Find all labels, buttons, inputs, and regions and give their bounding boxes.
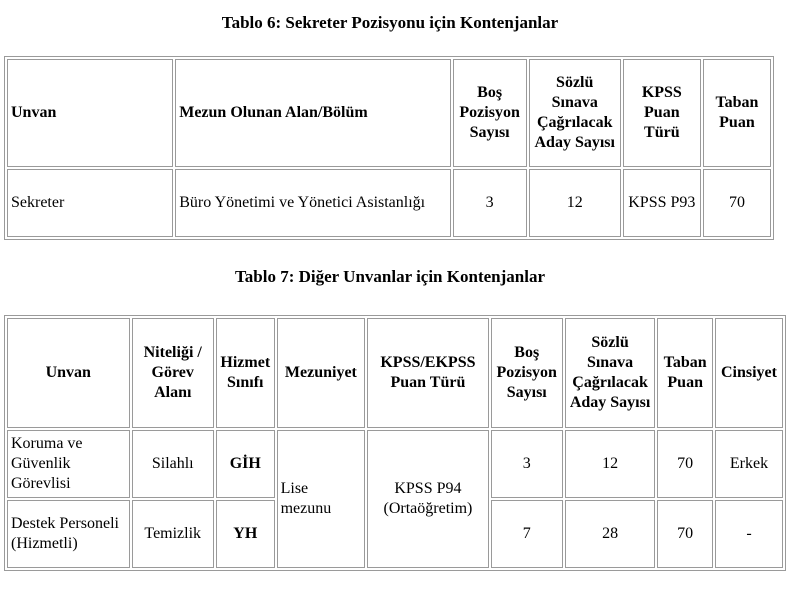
t7-cell-unvan: Destek Personeli (Hizmetli) — [7, 500, 130, 568]
t7-cell-hizmet: GİH — [216, 430, 275, 498]
t7-header-mezuniyet: Mezuniyet — [277, 318, 366, 428]
t6-cell-bos: 3 — [453, 169, 527, 237]
table7-header-row — [7, 318, 783, 428]
table6-caption: Tablo 6: Sekreter Pozisyonu için Kontenjanlar — [221, 13, 559, 32]
t6-header-sozlu: Sözlü Sınava Çağrılacak Aday Sayısı — [529, 59, 621, 167]
table-row — [7, 430, 783, 498]
t6-header-kpss: KPSS Puan Türü — [623, 59, 701, 167]
t7-cell-nitelik: Temizlik — [132, 500, 214, 568]
t7-cell-mezuniyet: Lise mezunu — [277, 430, 366, 568]
t7-cell-sozlu: 28 — [565, 500, 656, 568]
table6 — [4, 56, 774, 240]
t7-header-cinsiyet: Cinsiyet — [715, 318, 783, 428]
t7-cell-bos: 7 — [491, 500, 563, 568]
t7-header-taban: Taban Puan — [657, 318, 713, 428]
t7-cell-hizmet: YH — [216, 500, 275, 568]
t6-header-alan: Mezun Olunan Alan/Bölüm — [175, 59, 450, 167]
table-row — [7, 169, 771, 237]
t7-header-hizmet: Hizmet Sınıfı — [216, 318, 275, 428]
t6-cell-taban: 70 — [703, 169, 771, 237]
t7-header-kpss: KPSS/EKPSS Puan Türü — [367, 318, 489, 428]
t7-cell-taban: 70 — [657, 430, 713, 498]
t6-cell-kpss: KPSS P93 — [623, 169, 701, 237]
t7-cell-taban: 70 — [657, 500, 713, 568]
t7-header-sozlu: Sözlü Sınava Çağrılacak Aday Sayısı — [565, 318, 656, 428]
t6-header-bos: Boş Pozisyon Sayısı — [453, 59, 527, 167]
t7-cell-kpss: KPSS P94 (Ortaöğretim) — [367, 430, 489, 568]
t7-header-nitelik: Niteliği / Görev Alanı — [132, 318, 214, 428]
t7-cell-cinsiyet: - — [715, 500, 783, 568]
t6-header-taban: Taban Puan — [703, 59, 771, 167]
t7-cell-cinsiyet: Erkek — [715, 430, 783, 498]
t7-cell-unvan: Koruma ve Güvenlik Görevlisi — [7, 430, 130, 498]
t6-cell-unvan: Sekreter — [7, 169, 173, 237]
table6-header-row — [7, 59, 771, 167]
t7-cell-sozlu: 12 — [565, 430, 656, 498]
t6-cell-alan: Büro Yönetimi ve Yönetici Asistanlığı — [175, 169, 450, 237]
t7-cell-nitelik: Silahlı — [132, 430, 214, 498]
t6-cell-sozlu: 12 — [529, 169, 621, 237]
t7-header-bos: Boş Pozisyon Sayısı — [491, 318, 563, 428]
table7 — [4, 315, 786, 571]
t7-header-unvan: Unvan — [7, 318, 130, 428]
t6-header-unvan: Unvan — [7, 59, 173, 167]
table7-caption: Tablo 7: Diğer Unvanlar için Kontenjanlar — [235, 267, 545, 286]
t7-cell-bos: 3 — [491, 430, 563, 498]
